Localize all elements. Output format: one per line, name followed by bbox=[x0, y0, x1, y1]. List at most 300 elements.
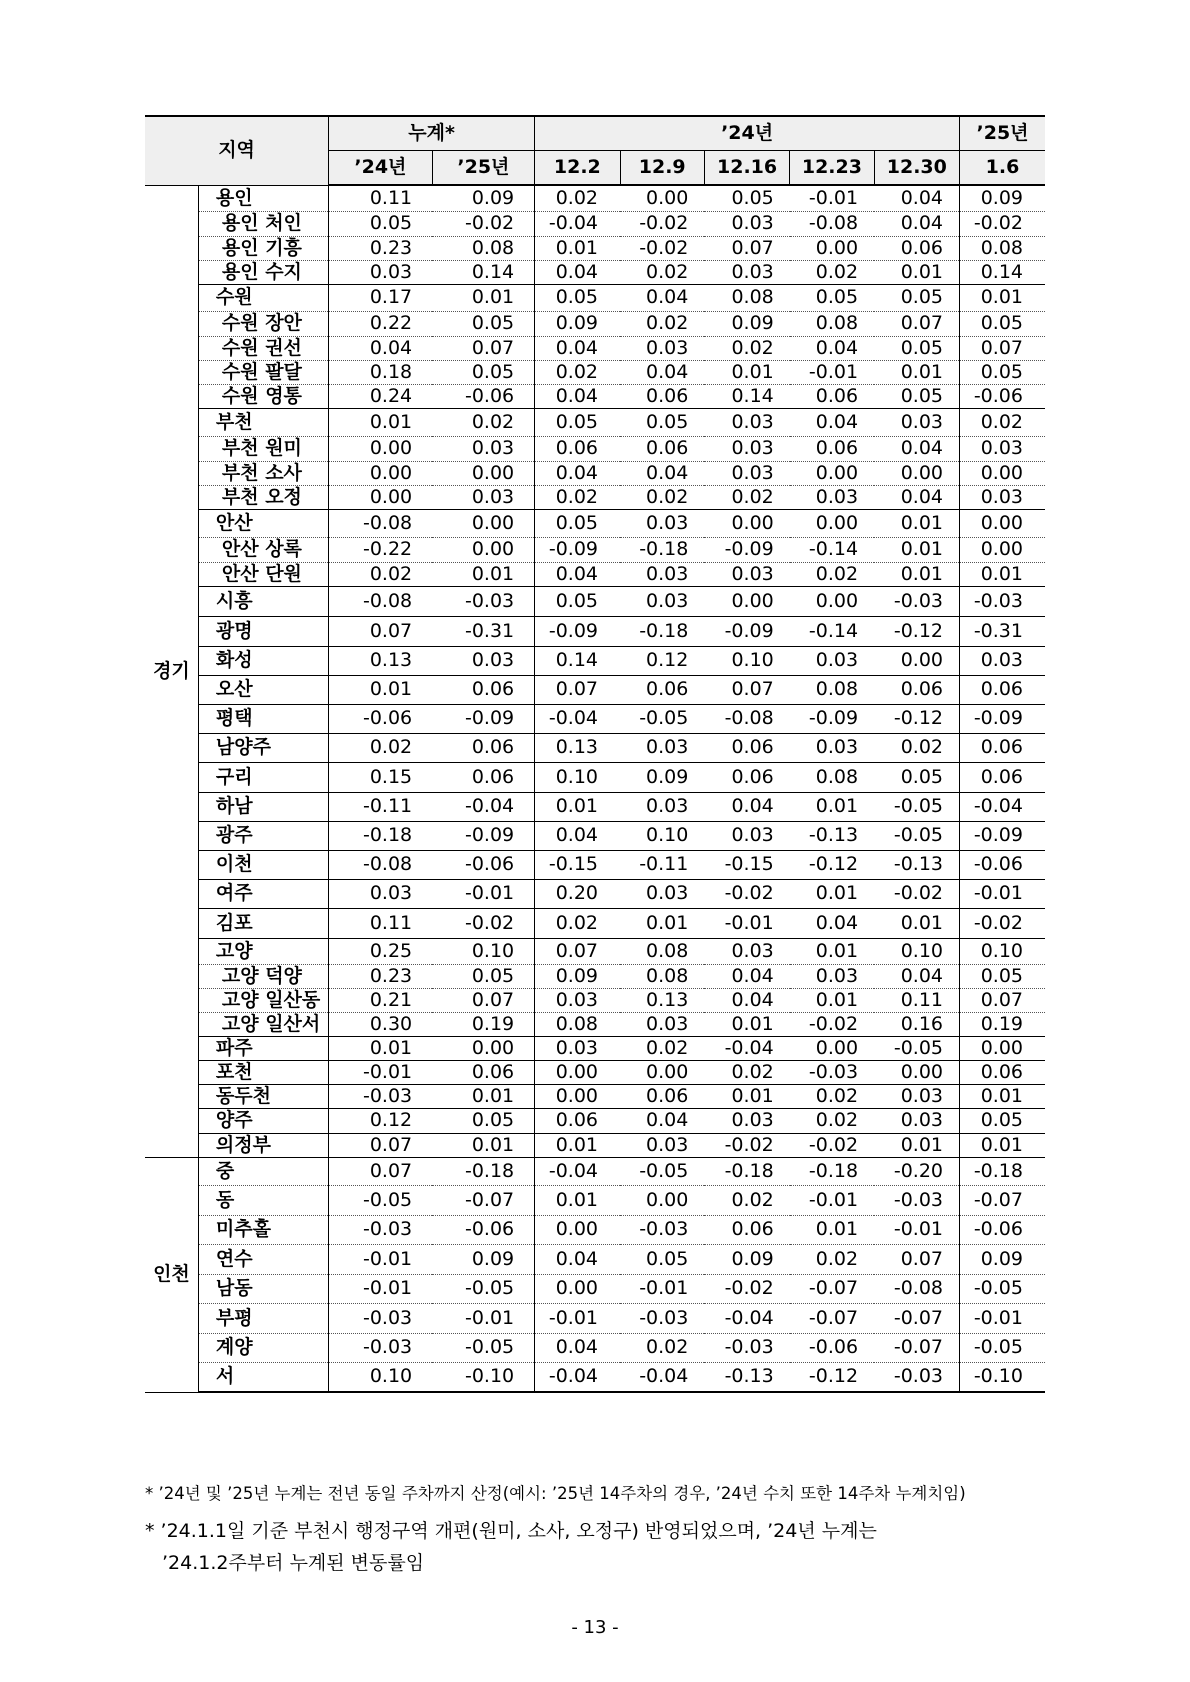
value-cell: 0.06 bbox=[704, 762, 789, 792]
value-cell: 0.09 bbox=[535, 964, 620, 988]
table-row bbox=[145, 792, 1045, 821]
value-cell: 0.01 bbox=[874, 908, 959, 938]
value-cell: -0.01 bbox=[874, 1215, 959, 1244]
value-cell: -0.10 bbox=[432, 1362, 534, 1392]
value-cell: 0.02 bbox=[535, 360, 620, 384]
city-name: 안산 bbox=[198, 509, 328, 537]
value-cell: 0.06 bbox=[535, 1108, 620, 1133]
value-cell: -0.04 bbox=[535, 211, 620, 236]
value-cell: -0.04 bbox=[620, 1362, 704, 1392]
value-cell: -0.05 bbox=[432, 1274, 534, 1303]
value-cell: 0.03 bbox=[432, 646, 534, 675]
value-cell: 0.07 bbox=[874, 1244, 959, 1274]
value-cell: 0.02 bbox=[790, 260, 874, 284]
value-cell: -0.18 bbox=[329, 821, 433, 850]
value-cell: 0.01 bbox=[960, 284, 1045, 311]
value-cell: 0.02 bbox=[620, 1333, 704, 1362]
value-cell: 0.06 bbox=[620, 384, 704, 408]
value-cell: -0.15 bbox=[704, 850, 789, 879]
value-cell: 0.00 bbox=[620, 185, 704, 211]
table-row bbox=[145, 211, 1045, 236]
value-cell: 0.01 bbox=[535, 1133, 620, 1157]
value-cell: 0.03 bbox=[874, 408, 959, 436]
footnote-cumulative: * ’24년 및 ’25년 누계는 전년 동일 주차까지 산정(예시: ’25년 14주차의 경우, ’24년 수치 또한 14주차 누계치임) bbox=[145, 1484, 966, 1503]
value-cell: -0.18 bbox=[432, 1157, 534, 1185]
value-cell: 0.06 bbox=[790, 436, 874, 461]
value-cell: 0.01 bbox=[432, 1084, 534, 1108]
value-cell: -0.07 bbox=[790, 1274, 874, 1303]
table-row bbox=[145, 908, 1045, 938]
value-cell: 0.03 bbox=[960, 485, 1045, 509]
value-cell: 0.03 bbox=[620, 509, 704, 537]
value-cell: -0.02 bbox=[704, 1274, 789, 1303]
value-cell: 0.06 bbox=[704, 1215, 789, 1244]
value-cell: -0.11 bbox=[620, 850, 704, 879]
value-cell: 0.03 bbox=[620, 1012, 704, 1036]
value-cell: -0.03 bbox=[432, 586, 534, 616]
district-name: 수원 영통 bbox=[198, 384, 328, 408]
value-cell: 0.03 bbox=[960, 646, 1045, 675]
value-cell: 0.10 bbox=[960, 938, 1045, 964]
table-row bbox=[145, 850, 1045, 879]
table-row bbox=[145, 1244, 1045, 1274]
value-cell: -0.07 bbox=[874, 1303, 959, 1333]
value-cell: -0.06 bbox=[960, 384, 1045, 408]
value-cell: 0.13 bbox=[620, 988, 704, 1012]
value-cell: -0.01 bbox=[960, 1303, 1045, 1333]
week-header: 12.30 bbox=[874, 151, 959, 186]
value-cell: -0.02 bbox=[874, 879, 959, 908]
table-row bbox=[145, 1133, 1045, 1157]
value-cell: 0.00 bbox=[535, 1274, 620, 1303]
value-cell: -0.08 bbox=[329, 509, 433, 537]
value-cell: 0.07 bbox=[535, 675, 620, 704]
value-cell: 0.01 bbox=[790, 879, 874, 908]
cum-25-header: ’25년 bbox=[432, 151, 534, 186]
value-cell: 0.14 bbox=[432, 260, 534, 284]
value-cell: -0.05 bbox=[874, 792, 959, 821]
value-cell: 0.00 bbox=[790, 461, 874, 485]
value-cell: -0.07 bbox=[790, 1303, 874, 1333]
value-cell: -0.18 bbox=[960, 1157, 1045, 1185]
value-cell: -0.09 bbox=[704, 616, 789, 646]
value-cell: 0.05 bbox=[432, 964, 534, 988]
value-cell: -0.13 bbox=[874, 850, 959, 879]
value-cell: -0.13 bbox=[790, 821, 874, 850]
value-cell: 0.15 bbox=[329, 762, 433, 792]
value-cell: -0.05 bbox=[960, 1274, 1045, 1303]
value-cell: 0.05 bbox=[329, 211, 433, 236]
value-cell: 0.02 bbox=[620, 311, 704, 336]
table-row bbox=[145, 586, 1045, 616]
value-cell: 0.10 bbox=[874, 938, 959, 964]
value-cell: -0.02 bbox=[620, 236, 704, 260]
value-cell: -0.03 bbox=[329, 1084, 433, 1108]
value-cell: 0.03 bbox=[620, 792, 704, 821]
value-cell: -0.09 bbox=[535, 616, 620, 646]
table-row bbox=[145, 616, 1045, 646]
value-cell: 0.01 bbox=[874, 260, 959, 284]
value-cell: 0.00 bbox=[790, 586, 874, 616]
value-cell: 0.01 bbox=[960, 562, 1045, 586]
value-cell: 0.02 bbox=[432, 408, 534, 436]
table-row bbox=[145, 879, 1045, 908]
value-cell: 0.04 bbox=[790, 336, 874, 360]
district-name: 용인 수지 bbox=[198, 260, 328, 284]
value-cell: -0.14 bbox=[790, 537, 874, 562]
value-cell: 0.07 bbox=[960, 336, 1045, 360]
value-cell: 0.03 bbox=[790, 733, 874, 762]
value-cell: 0.04 bbox=[620, 360, 704, 384]
table-row bbox=[145, 1084, 1045, 1108]
city-name: 광주 bbox=[198, 821, 328, 850]
value-cell: 0.01 bbox=[535, 1185, 620, 1215]
footnote-bucheon bbox=[145, 1515, 1045, 1579]
value-cell: -0.04 bbox=[432, 792, 534, 821]
value-cell: 0.08 bbox=[790, 762, 874, 792]
value-cell: 0.04 bbox=[874, 211, 959, 236]
table-row bbox=[145, 1362, 1045, 1392]
value-cell: 0.03 bbox=[620, 562, 704, 586]
value-cell: 0.03 bbox=[535, 1036, 620, 1060]
value-cell: 0.04 bbox=[620, 1108, 704, 1133]
district-name: 고양 일산서 bbox=[198, 1012, 328, 1036]
value-cell: 0.05 bbox=[432, 360, 534, 384]
value-cell: 0.01 bbox=[790, 792, 874, 821]
value-cell: 0.11 bbox=[874, 988, 959, 1012]
value-cell: -0.05 bbox=[874, 1036, 959, 1060]
value-cell: 0.06 bbox=[790, 384, 874, 408]
value-cell: 0.09 bbox=[432, 1244, 534, 1274]
value-cell: 0.04 bbox=[535, 562, 620, 586]
value-cell: 0.05 bbox=[960, 1108, 1045, 1133]
district-name: 용인 처인 bbox=[198, 211, 328, 236]
value-cell: 0.07 bbox=[535, 938, 620, 964]
value-cell: 0.01 bbox=[432, 1133, 534, 1157]
value-cell: -0.01 bbox=[329, 1274, 433, 1303]
value-cell: -0.03 bbox=[874, 1185, 959, 1215]
value-cell: -0.08 bbox=[704, 704, 789, 733]
city-name: 김포 bbox=[198, 908, 328, 938]
week-header: 12.2 bbox=[535, 151, 620, 186]
value-cell: 0.07 bbox=[432, 988, 534, 1012]
table-row bbox=[145, 675, 1045, 704]
district-name: 안산 단원 bbox=[198, 562, 328, 586]
value-cell: 0.02 bbox=[704, 1185, 789, 1215]
header-row-1 bbox=[145, 116, 1045, 151]
city-name: 남동 bbox=[198, 1274, 328, 1303]
value-cell: -0.05 bbox=[620, 704, 704, 733]
value-cell: -0.09 bbox=[535, 537, 620, 562]
table-row bbox=[145, 733, 1045, 762]
value-cell: 0.05 bbox=[960, 311, 1045, 336]
value-cell: 0.07 bbox=[329, 1133, 433, 1157]
value-cell: 0.03 bbox=[432, 436, 534, 461]
value-cell: 0.00 bbox=[432, 461, 534, 485]
city-name: 화성 bbox=[198, 646, 328, 675]
value-cell: 0.04 bbox=[874, 185, 959, 211]
value-cell: 0.03 bbox=[874, 1108, 959, 1133]
value-cell: -0.02 bbox=[790, 1133, 874, 1157]
value-cell: 0.07 bbox=[704, 675, 789, 704]
value-cell: -0.09 bbox=[432, 704, 534, 733]
value-cell: 0.11 bbox=[329, 185, 433, 211]
price-change-table bbox=[145, 115, 1045, 1393]
district-name: 부천 소사 bbox=[198, 461, 328, 485]
value-cell: 0.09 bbox=[704, 311, 789, 336]
city-name: 광명 bbox=[198, 616, 328, 646]
value-cell: 0.03 bbox=[790, 964, 874, 988]
value-cell: 0.03 bbox=[620, 733, 704, 762]
value-cell: 0.00 bbox=[432, 1036, 534, 1060]
value-cell: -0.06 bbox=[432, 1215, 534, 1244]
value-cell: -0.20 bbox=[874, 1157, 959, 1185]
value-cell: 0.07 bbox=[329, 616, 433, 646]
value-cell: -0.04 bbox=[960, 792, 1045, 821]
value-cell: 0.08 bbox=[620, 938, 704, 964]
value-cell: 0.05 bbox=[874, 284, 959, 311]
value-cell: 0.05 bbox=[535, 586, 620, 616]
district-name: 수원 장안 bbox=[198, 311, 328, 336]
value-cell: 0.06 bbox=[704, 733, 789, 762]
value-cell: 0.02 bbox=[790, 562, 874, 586]
table-body bbox=[145, 185, 1045, 1392]
city-name: 평택 bbox=[198, 704, 328, 733]
cumulative-header: 누계* bbox=[329, 116, 535, 151]
value-cell: -0.07 bbox=[874, 1333, 959, 1362]
city-name: 동두천 bbox=[198, 1084, 328, 1108]
value-cell: 0.07 bbox=[874, 311, 959, 336]
value-cell: 0.01 bbox=[960, 1133, 1045, 1157]
value-cell: 0.04 bbox=[535, 821, 620, 850]
value-cell: 0.04 bbox=[535, 260, 620, 284]
value-cell: -0.22 bbox=[329, 537, 433, 562]
value-cell: -0.02 bbox=[620, 211, 704, 236]
value-cell: 0.04 bbox=[704, 988, 789, 1012]
value-cell: 0.04 bbox=[329, 336, 433, 360]
value-cell: 0.00 bbox=[535, 1215, 620, 1244]
value-cell: 0.00 bbox=[960, 509, 1045, 537]
value-cell: 0.04 bbox=[790, 908, 874, 938]
value-cell: -0.03 bbox=[704, 1333, 789, 1362]
table-row bbox=[145, 185, 1045, 211]
week-header: 1.6 bbox=[960, 151, 1045, 186]
value-cell: 0.03 bbox=[704, 821, 789, 850]
value-cell: 0.14 bbox=[535, 646, 620, 675]
city-name: 부평 bbox=[198, 1303, 328, 1333]
value-cell: -0.12 bbox=[874, 616, 959, 646]
value-cell: 0.06 bbox=[432, 675, 534, 704]
value-cell: 0.02 bbox=[329, 562, 433, 586]
value-cell: 0.05 bbox=[960, 360, 1045, 384]
value-cell: 0.25 bbox=[329, 938, 433, 964]
value-cell: -0.03 bbox=[620, 1215, 704, 1244]
value-cell: 0.01 bbox=[704, 360, 789, 384]
value-cell: -0.01 bbox=[704, 908, 789, 938]
value-cell: -0.01 bbox=[432, 879, 534, 908]
region-header: 지역 bbox=[145, 116, 329, 185]
value-cell: 0.08 bbox=[432, 236, 534, 260]
value-cell: 0.06 bbox=[432, 733, 534, 762]
value-cell: 0.06 bbox=[432, 1060, 534, 1084]
value-cell: -0.02 bbox=[960, 211, 1045, 236]
city-name: 이천 bbox=[198, 850, 328, 879]
year25-header: ’25년 bbox=[960, 116, 1045, 151]
value-cell: 0.08 bbox=[790, 311, 874, 336]
value-cell: 0.05 bbox=[620, 408, 704, 436]
value-cell: 0.03 bbox=[704, 436, 789, 461]
value-cell: 0.10 bbox=[620, 821, 704, 850]
value-cell: 0.23 bbox=[329, 964, 433, 988]
value-cell: 0.03 bbox=[620, 336, 704, 360]
value-cell: 0.05 bbox=[790, 284, 874, 311]
city-name: 시흥 bbox=[198, 586, 328, 616]
city-name: 양주 bbox=[198, 1108, 328, 1133]
value-cell: 0.01 bbox=[874, 562, 959, 586]
value-cell: 0.02 bbox=[874, 733, 959, 762]
table-row bbox=[145, 704, 1045, 733]
value-cell: 0.04 bbox=[874, 436, 959, 461]
region-group-label: 인천 bbox=[145, 1157, 198, 1392]
value-cell: -0.03 bbox=[620, 1303, 704, 1333]
value-cell: -0.06 bbox=[960, 1215, 1045, 1244]
value-cell: 0.08 bbox=[790, 675, 874, 704]
value-cell: -0.06 bbox=[960, 850, 1045, 879]
page-number: - 13 - bbox=[571, 1617, 619, 1638]
value-cell: 0.03 bbox=[620, 879, 704, 908]
value-cell: 0.03 bbox=[620, 1133, 704, 1157]
district-name: 부천 원미 bbox=[198, 436, 328, 461]
table-row bbox=[145, 821, 1045, 850]
city-name: 포천 bbox=[198, 1060, 328, 1084]
city-name: 파주 bbox=[198, 1036, 328, 1060]
value-cell: 0.03 bbox=[432, 485, 534, 509]
table-row bbox=[145, 762, 1045, 792]
value-cell: 0.01 bbox=[790, 988, 874, 1012]
value-cell: 0.02 bbox=[790, 1084, 874, 1108]
value-cell: 0.02 bbox=[620, 1036, 704, 1060]
value-cell: -0.05 bbox=[329, 1185, 433, 1215]
value-cell: 0.04 bbox=[620, 461, 704, 485]
table-row bbox=[145, 260, 1045, 284]
table-row bbox=[145, 284, 1045, 311]
value-cell: 0.00 bbox=[535, 1060, 620, 1084]
value-cell: 0.14 bbox=[960, 260, 1045, 284]
value-cell: 0.06 bbox=[620, 675, 704, 704]
table-row bbox=[145, 537, 1045, 562]
value-cell: -0.31 bbox=[960, 616, 1045, 646]
value-cell: 0.03 bbox=[704, 938, 789, 964]
value-cell: -0.05 bbox=[960, 1333, 1045, 1362]
table-row bbox=[145, 1108, 1045, 1133]
value-cell: 0.23 bbox=[329, 236, 433, 260]
value-cell: -0.08 bbox=[790, 211, 874, 236]
value-cell: 0.04 bbox=[535, 1333, 620, 1362]
value-cell: 0.00 bbox=[620, 1060, 704, 1084]
value-cell: 0.09 bbox=[960, 1244, 1045, 1274]
value-cell: 0.03 bbox=[704, 1108, 789, 1133]
value-cell: 0.09 bbox=[535, 311, 620, 336]
value-cell: 0.09 bbox=[960, 185, 1045, 211]
value-cell: 0.03 bbox=[704, 562, 789, 586]
value-cell: 0.01 bbox=[874, 360, 959, 384]
value-cell: 0.03 bbox=[329, 260, 433, 284]
value-cell: 0.00 bbox=[874, 1060, 959, 1084]
value-cell: -0.03 bbox=[790, 1060, 874, 1084]
value-cell: 0.06 bbox=[535, 436, 620, 461]
value-cell: 0.02 bbox=[535, 908, 620, 938]
value-cell: 0.19 bbox=[960, 1012, 1045, 1036]
value-cell: 0.00 bbox=[704, 509, 789, 537]
value-cell: -0.01 bbox=[329, 1244, 433, 1274]
district-name: 고양 일산동 bbox=[198, 988, 328, 1012]
value-cell: -0.08 bbox=[329, 586, 433, 616]
value-cell: 0.04 bbox=[620, 284, 704, 311]
value-cell: 0.00 bbox=[874, 646, 959, 675]
value-cell: -0.09 bbox=[790, 704, 874, 733]
value-cell: -0.18 bbox=[620, 616, 704, 646]
value-cell: 0.30 bbox=[329, 1012, 433, 1036]
value-cell: -0.05 bbox=[432, 1333, 534, 1362]
value-cell: -0.12 bbox=[874, 704, 959, 733]
value-cell: -0.01 bbox=[329, 1060, 433, 1084]
value-cell: -0.01 bbox=[790, 1185, 874, 1215]
value-cell: 0.00 bbox=[329, 485, 433, 509]
value-cell: -0.18 bbox=[620, 537, 704, 562]
value-cell: 0.01 bbox=[620, 908, 704, 938]
table-row bbox=[145, 1274, 1045, 1303]
district-name: 용인 기흥 bbox=[198, 236, 328, 260]
value-cell: 0.01 bbox=[704, 1012, 789, 1036]
value-cell: 0.06 bbox=[960, 762, 1045, 792]
value-cell: 0.21 bbox=[329, 988, 433, 1012]
value-cell: 0.00 bbox=[535, 1084, 620, 1108]
value-cell: 0.08 bbox=[960, 236, 1045, 260]
value-cell: -0.12 bbox=[790, 1362, 874, 1392]
value-cell: 0.07 bbox=[704, 236, 789, 260]
value-cell: 0.01 bbox=[329, 1036, 433, 1060]
value-cell: -0.06 bbox=[329, 704, 433, 733]
value-cell: 0.04 bbox=[874, 485, 959, 509]
value-cell: -0.09 bbox=[432, 821, 534, 850]
city-name: 중 bbox=[198, 1157, 328, 1185]
value-cell: 0.14 bbox=[704, 384, 789, 408]
value-cell: 0.03 bbox=[874, 1084, 959, 1108]
value-cell: -0.02 bbox=[432, 211, 534, 236]
value-cell: -0.18 bbox=[790, 1157, 874, 1185]
value-cell: -0.06 bbox=[432, 850, 534, 879]
value-cell: -0.06 bbox=[790, 1333, 874, 1362]
table-row bbox=[145, 1333, 1045, 1362]
city-name: 고양 bbox=[198, 938, 328, 964]
value-cell: -0.02 bbox=[960, 908, 1045, 938]
value-cell: 0.09 bbox=[620, 762, 704, 792]
value-cell: 0.01 bbox=[960, 1084, 1045, 1108]
value-cell: 0.02 bbox=[620, 260, 704, 284]
value-cell: 0.12 bbox=[329, 1108, 433, 1133]
value-cell: 0.02 bbox=[704, 336, 789, 360]
value-cell: 0.24 bbox=[329, 384, 433, 408]
value-cell: 0.03 bbox=[535, 988, 620, 1012]
table-row bbox=[145, 408, 1045, 436]
cum-24-header: ’24년 bbox=[329, 151, 433, 186]
value-cell: 0.06 bbox=[620, 436, 704, 461]
value-cell: -0.14 bbox=[790, 616, 874, 646]
value-cell: 0.00 bbox=[960, 1036, 1045, 1060]
table-row bbox=[145, 562, 1045, 586]
value-cell: 0.00 bbox=[432, 537, 534, 562]
value-cell: 0.04 bbox=[535, 336, 620, 360]
